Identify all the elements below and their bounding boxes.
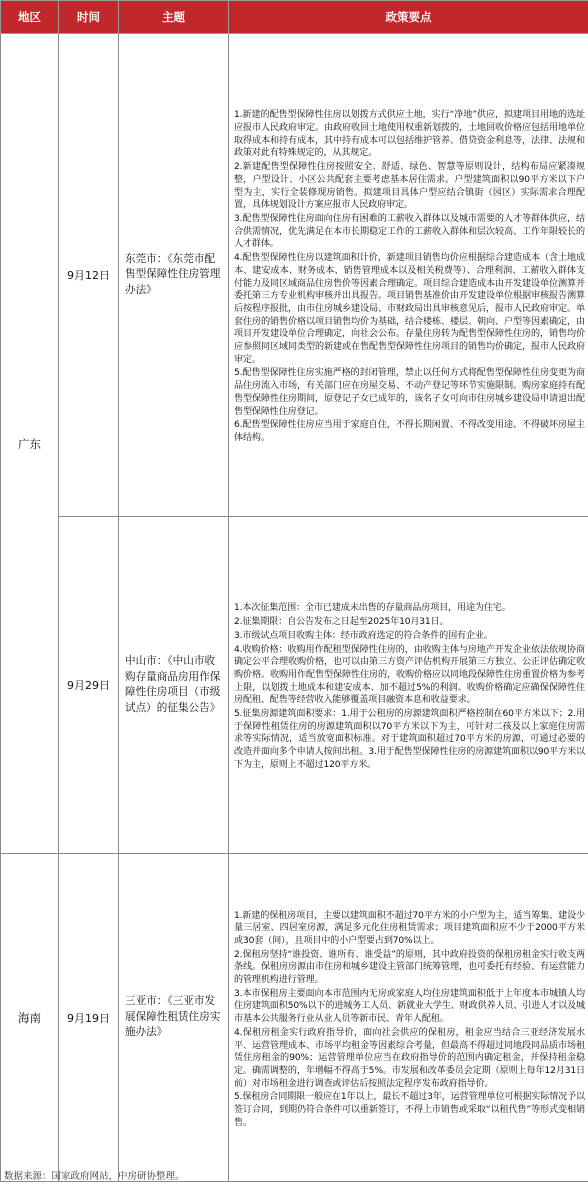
points-cell <box>229 34 588 517</box>
policy-point: 2.新建配售型保障性住房按照安全、舒适、绿色、智慧等原则设计，结构布局应紧凑规整，户型设计、小区公共配套主要考虑基本居住需求。户型建筑面积以90平方米以下户型为主，实行全装修现房销售。拟建项目具体户型应结合镇街（园区）实际需求合理配置，具体规划设计方案应报市人民政府审定。 <box>234 162 585 211</box>
policy-point: 6.配售型保障性住房应当用于家庭自住，不得长期闲置、不得改变用途、不得破坏房屋主体结构。 <box>234 420 585 443</box>
header-title: 主题 <box>119 1 229 34</box>
policy-point: 5.配售型保障性住房实施严格的封闭管理，禁止以任何方式将配售型保障性住房变更为商品住房流入市场，有关部门应在房屋交易、不动产登记等环节实施限制。购房家庭持有配售型保障性住房期间，原登记子女已成年的，该名子女可向市住房城乡建设局申请退出配售型保障性住房登记。 <box>234 368 585 417</box>
policy-point: 2.保租房坚持“谁投资、谁所有、谁受益”的原则，其中政府投资的保租房租金实行收支两条线。保租房房源由市住房和城乡建设主管部门统筹管理，也可委托有经验、有运营能力的管理机构进行管理。 <box>234 949 585 986</box>
table-row <box>1 34 588 517</box>
policy-point: 4.收购价格：收购用作配租型保障性住房的，由收购主体与房地产开发企业依法依规协商确定公平合理收购价格，也可以由第三方资产评估机构开展第三方独立、公正评估确定收购价格。收购用作配售型保障性住房的，收购价格应以同地段保障性住房重置价格为参考上限，以划拨土地成本和建安成本、加不超过5%的利润。收购价格确定应确保保障性住房配租、配售等经营收入能够覆盖项目融资本息和收益要求。 <box>234 644 585 706</box>
table-row <box>1 854 588 1182</box>
title-cell: 东莞市：《东莞市配售型保障性住房管理办法》 <box>119 34 229 517</box>
policy-point: 2.征集期限：自公告发布之日起至2025年10月31日。 <box>234 617 449 628</box>
header-date: 时间 <box>59 1 119 34</box>
policy-point: 3.配售型保障性住房面向住房有困难的工薪收入群体以及城市需要的人才等群体供应，结合供需情况，优先满足在本市长期稳定工作的工薪收入群体和层次较高、工作年限较长的人才群体。 <box>234 213 585 250</box>
date-cell: 9月19日 <box>59 854 119 1182</box>
data-source-note: 数据来源：国家政府网站，中房研协整理。 <box>4 1171 185 1182</box>
policy-point: 5.保租房合同期限一般应在1年以上，最长不超过3年，运营管理单位可根据实际情况予以签订合同，到期仍符合条件可以重新签订，不得上市销售或采取“以租代售”等形式变相销售。 <box>234 1092 585 1128</box>
policy-point: 1.新建的配售型保障性住房以划拨方式供应土地，实行“净地”供应，拟建项目用地的选址应报市人民政府审定。由政府收回土地使用权重新划拨的，土地回收价格应包括用地单位取得成本和持有成本，其中持有成本可以包括维护管养、借贷资金利息等，法律、法规和政策对此有特殊规定的，从其规定。 <box>234 110 585 159</box>
date-cell: 9月12日 <box>59 34 119 517</box>
points-cell <box>229 517 588 854</box>
policy-point: 1.新建的保租房项目，主要以建筑面积不超过70平方米的小户型为主，适当筹集、建设少量三居室、四居室房源，满足多元化住房租赁需求；项目建筑面积应不少于2000平方米或30套（间），且项目中的小户型要占到70%以上。 <box>234 910 585 946</box>
table-row <box>1 517 588 854</box>
header-points: 政策要点 <box>229 1 588 34</box>
date-cell: 9月29日 <box>59 517 119 854</box>
region-cell-guangdong: 广东 <box>1 34 59 854</box>
title-cell: 三亚市：《三亚市发展保障性租赁住房实施办法》 <box>119 854 229 1182</box>
policy-point: 3.市级试点项目收购主体：经市政府选定的符合条件的国有企业。 <box>234 630 493 641</box>
policy-point: 1.本次征集范围：全市已建成未出售的存量商品房项目，用途为住宅。 <box>234 603 511 614</box>
points-cell <box>229 854 588 1182</box>
region-cell-hainan: 海南 <box>1 854 59 1182</box>
policy-point: 5.征集房源建筑面积要求：1.用于公租房的房源建筑面积严格控制在60平方米以下；2.用于保障性租赁住房的房源建筑面积以70平方米以下为主，可针对二孩及以上家庭住房需求等实际情况，适当放宽面积标准。对于建筑面积超过70平方米的房源，可通过必要的改造并面向多个申请人按间出租。3.用于配售型保障性住房的房源建筑面积以90平方米以下为主，原则上不超过120平方米。 <box>234 709 585 770</box>
table-header-row <box>1 1 588 34</box>
policy-point: 4.保租房租金实行政府指导价，面向社会供应的保租房，租金应当结合三亚经济发展水平、运营管理成本、市场平均租金等因素综合考量，但最高不得超过同地段同品质市场租赁住房租金的90%；运营管理单位应当在政府指导价的范围内确定租金，并保持租金稳定。确需调整的，年增幅不得高于5%。市发展和改革委员会定期（原则上每年12月31日前）对市场租金进行调查或评估后按照法定程序发布政府指导价。 <box>234 1027 585 1089</box>
policy-point: 4.配售型保障性住房以建筑面积计价，新建项目销售均价应根据综合建造成本（含土地成本、建安成本、财务成本、销售管理成本以及相关税费等）、合理利润、工薪收入群体支付能力及同区域商品住房售价等因素合理确定。项目综合建造成本由开发建设单位测算并委托第三方专业机构审核并出具报告。项目销售基准价由开发建设单位根据审核报告测算后按程序报批，由市住房城乡建设局、市财政局出具审核意见后，报市人民政府审定。单套住房的销售价格以项目销售均价为基础，结合楼栋、楼层、朝向、户型等因素确定，由项目开发建设单位合理确定，向社会公布。存量住房转为配售型保障性住房的，销售均价应参照同区域同类型的新建或在售配售型保障性住房项目的销售均价确定，报市人民政府审定。 <box>234 253 585 365</box>
header-region: 地区 <box>1 1 59 34</box>
title-cell: 中山市：《中山市收购存量商品房用作保障性住房项目（市级试点）的征集公告》 <box>119 517 229 854</box>
policy-point: 3.本市保租房主要面向本市范围内无房或家庭人均住房建筑面积低于上年度本市城镇人均住房建筑面积50%以下的进城务工人员、新就业大学生、财政供养人员、引进人才以及城市基本公共服务行业从业人员等新市民、青年人配租。 <box>234 988 585 1025</box>
